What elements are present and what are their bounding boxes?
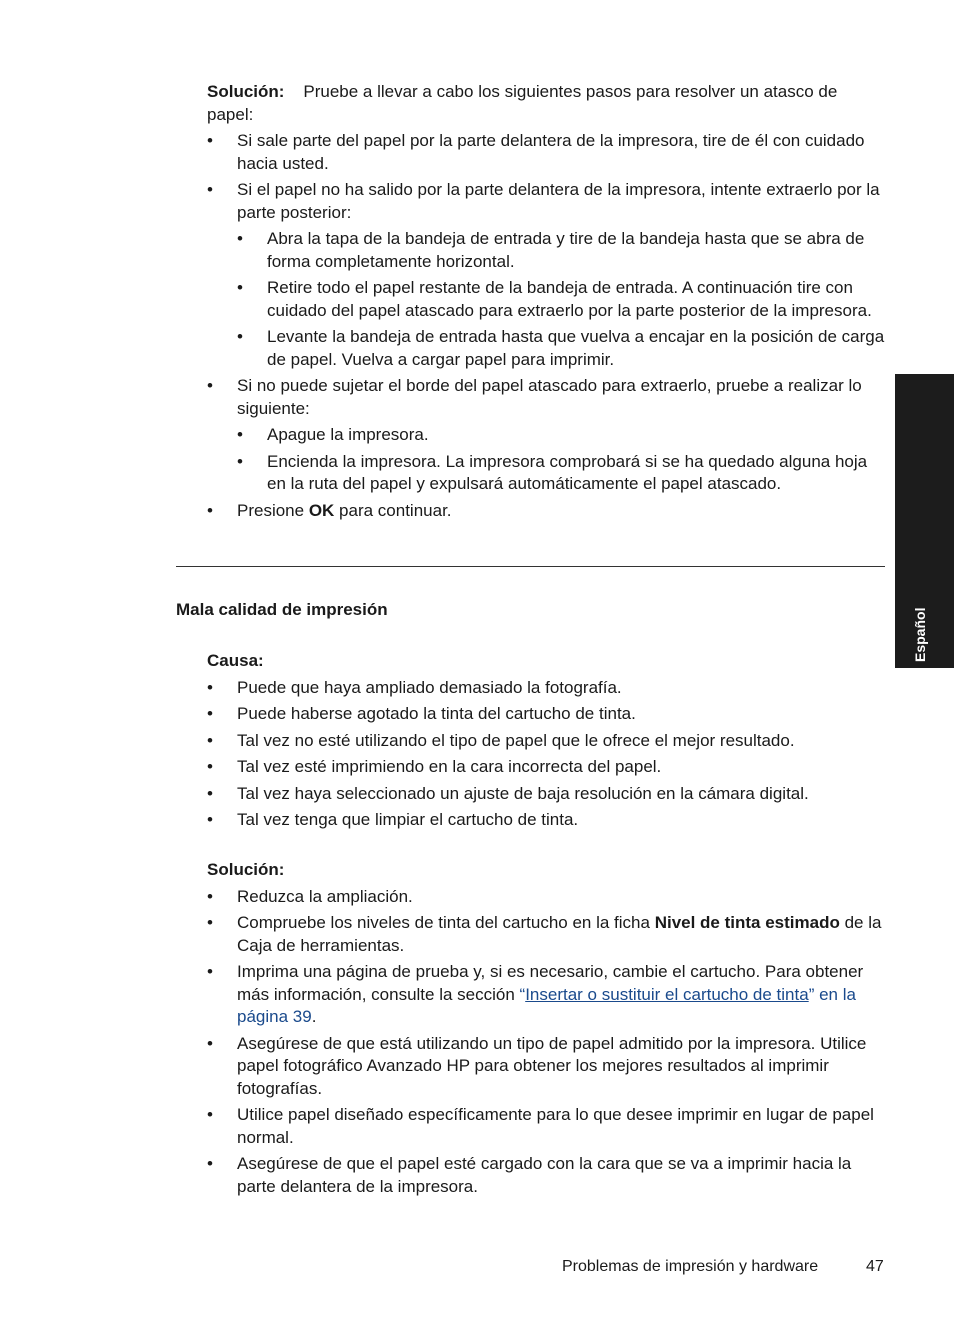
- cartridge-page-link[interactable]: “Insertar o sustituir el cartucho de tinta” en la página 39: [237, 984, 856, 1026]
- quality-solution-block: [207, 859, 885, 1198]
- list-item: • Tal vez haya seleccionado un ajuste de baja resolución en la cámara digital.: [207, 783, 885, 806]
- section-heading: Mala calidad de impresión: [176, 600, 388, 619]
- footer-chapter-title: Problemas de impresión y hardware: [562, 1258, 819, 1275]
- list-item: • Utilice papel diseñado específicamente para lo que desee imprimir en lugar de papel normal.: [207, 1104, 885, 1149]
- list-item: • Puede que haya ampliado demasiado la fotografía.: [207, 677, 885, 700]
- list-item: • Asegúrese de que está utilizando un tipo de papel admitido por la impresora. Utilice papel fotográfico Avanzado HP para obtener los mejores resultados al imprimir fotografías.: [207, 1033, 885, 1101]
- list-item: • Apague la impresora.: [237, 424, 885, 447]
- footer-page-number: 47: [866, 1258, 884, 1275]
- sub-list: [237, 424, 885, 496]
- list-item: • Asegúrese de que el papel esté cargado con la cara que se va a imprimir hacia la parte delantera de la impresora.: [207, 1153, 885, 1198]
- list-item: • Encienda la impresora. La impresora comprobará si se ha quedado alguna hoja en la ruta del papel y expulsará automáticamente el papel atascado.: [237, 451, 885, 496]
- list-item: • Tal vez tenga que limpiar el cartucho de tinta.: [207, 809, 885, 832]
- list-item: • Tal vez esté imprimiendo en la cara incorrecta del papel.: [207, 756, 885, 779]
- list-item: • Tal vez no esté utilizando el tipo de papel que le ofrece el mejor resultado.: [207, 730, 885, 753]
- list-item: • Levante la bandeja de entrada hasta que vuelva a encajar en la posición de carga de papel. Vuelva a cargar papel para imprimir.: [237, 326, 885, 371]
- sub-list: [237, 228, 885, 371]
- list-item: • Retire todo el papel restante de la bandeja de entrada. A continuación tire con cuidado del papel atascado para extraerlo por la parte posterior de la impresora.: [237, 277, 885, 322]
- cause-list: [207, 677, 885, 832]
- section-divider: [176, 566, 885, 567]
- list-item: • Imprima una página de prueba y, si es necesario, cambie el cartucho. Para obtener más información, consulte la sección “Insertar o sustituir el cartucho de tinta” en la página 39.: [207, 961, 885, 1029]
- list-item: • Si no puede sujetar el borde del papel atascado para extraerlo, pruebe a realizar lo siguiente: • Apague la impresora. • Encienda la impresora. La impresora comprobará si se ha quedado alguna hoja en la ruta del papel y expulsará automáticamente el papel atascado.: [207, 375, 885, 496]
- list-item: • Si el papel no ha salido por la parte delantera de la impresora, intente extraerlo por la parte posterior: • Abra la tapa de la bandeja de entrada y tire de la bandeja hasta que se abra de forma completamente horizontal. • Retire todo el papel restante de la bandeja de entrada. A continuación tire con cuidado del papel atascado para extraerlo por la parte posterior de la impresora. • Levante la bandeja de entrada hasta que vuelva a encajar en la posición de carga de papel. Vuelva a cargar papel para imprimir.: [207, 179, 885, 371]
- jam-solution-block: [207, 81, 885, 522]
- list-item: • Compruebe los niveles de tinta del cartucho en la ficha Nivel de tinta estimado de la Caja de herramientas.: [207, 912, 885, 957]
- solution-list: [207, 886, 885, 1199]
- list-item: • Abra la tapa de la bandeja de entrada y tire de la bandeja hasta que se abra de forma completamente horizontal.: [237, 228, 885, 273]
- language-tab-label: Español: [912, 607, 928, 662]
- solution-intro: Solución: Pruebe a llevar a cabo los siguientes pasos para resolver un atasco de papel:: [207, 82, 838, 124]
- solution-label: Solución:: [207, 82, 285, 101]
- list-item: • Puede haberse agotado la tinta del cartucho de tinta.: [207, 703, 885, 726]
- cause-block: [207, 650, 885, 832]
- solution-list: [207, 130, 885, 522]
- solution-label: Solución:: [207, 860, 285, 879]
- list-item: • Reduzca la ampliación.: [207, 886, 885, 909]
- list-item: • Presione OK para continuar.: [207, 500, 885, 523]
- cause-label: Causa:: [207, 651, 264, 670]
- list-item: • Si sale parte del papel por la parte delantera de la impresora, tire de él con cuidado hacia usted.: [207, 130, 885, 175]
